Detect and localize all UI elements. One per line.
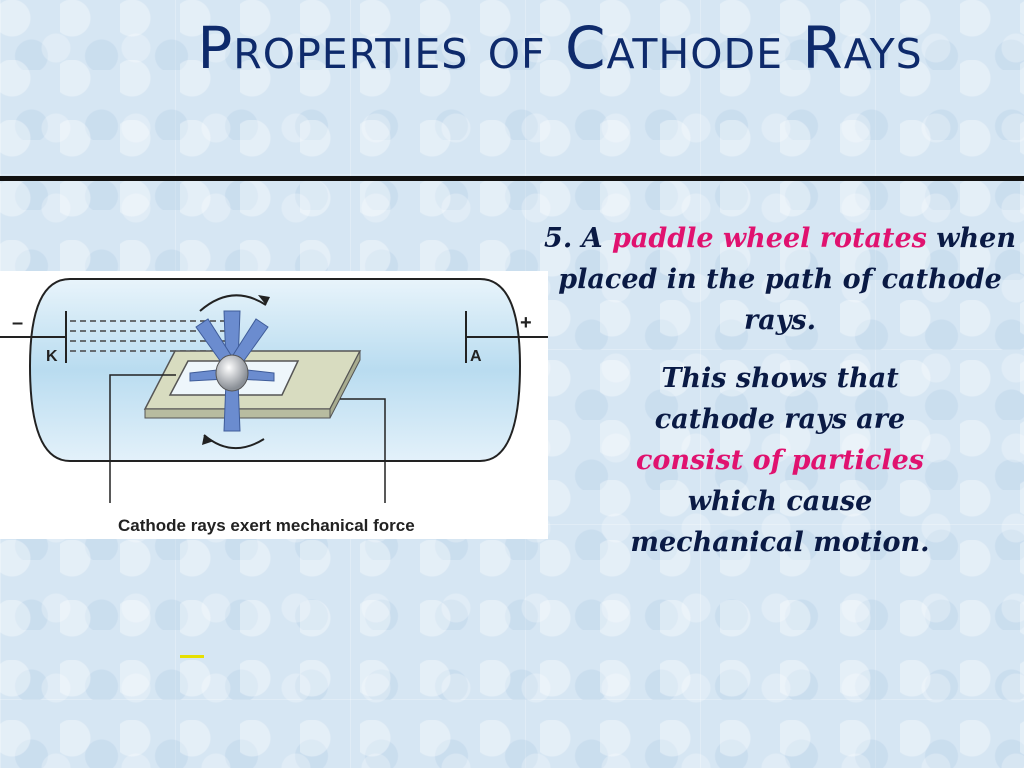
conclusion-prefix: This shows that cathode rays are <box>654 363 906 435</box>
title-divider <box>0 176 1024 181</box>
point-prefix: 5. A <box>544 223 612 254</box>
plus-sign: + <box>520 312 532 334</box>
explanation-text <box>540 218 1020 563</box>
point-rest: when placed in the path of cathode rays. <box>558 223 1016 336</box>
figure-caption: Cathode rays exert mechanical force <box>118 516 415 535</box>
cathode-label: K <box>46 348 58 365</box>
conclusion-rest: which cause mechanical motion. <box>630 486 930 558</box>
point-highlight: paddle wheel rotates <box>611 223 927 254</box>
anode-label: A <box>470 348 482 365</box>
minus-sign: – <box>12 312 24 334</box>
slide-title: Properties of Cathode Rays <box>197 14 923 82</box>
conclusion-paragraph <box>540 358 1020 563</box>
point-paragraph <box>540 218 1020 341</box>
yellow-mark <box>180 655 204 658</box>
paddle-wheel-diagram <box>0 271 548 539</box>
cathode-ray-figure <box>0 271 548 539</box>
conclusion-highlight: consist of particles <box>635 445 925 476</box>
